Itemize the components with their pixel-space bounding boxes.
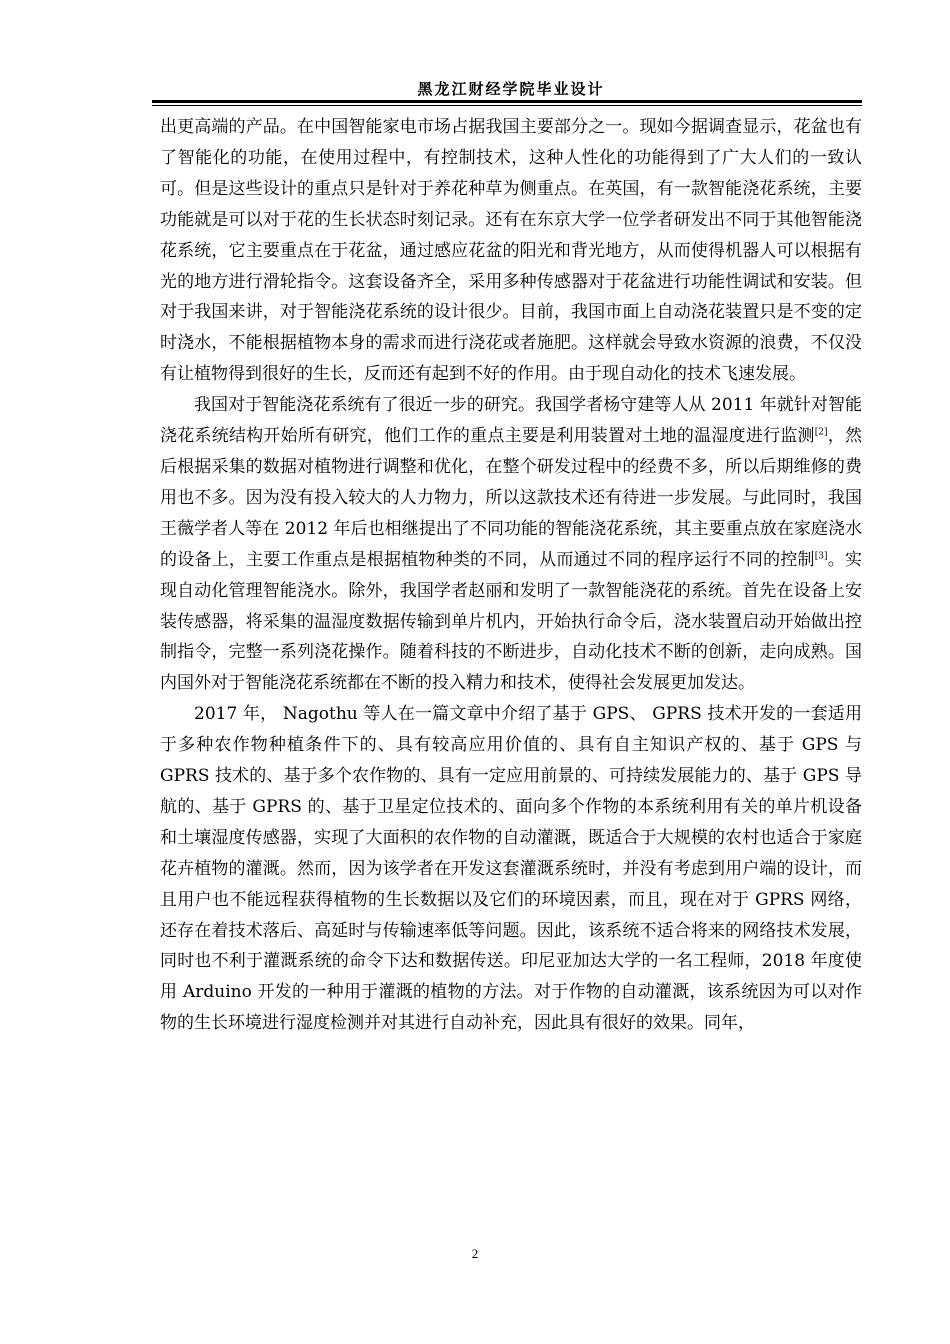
paragraph (160, 390, 862, 699)
header-rule-thin (152, 105, 862, 106)
page-number: 2 (471, 1246, 479, 1261)
paragraph-text: 。实现自动化管理智能浇水。除外，我国学者赵丽和发明了一款智能浇花的系统。首先在设备上安装传感器，将采集的温湿度数据传输到单片机内，开始执行命令后，浇水装置启动开始做出控制指令，完整一系列浇花操作。随着科技的不断进步，自动化技术不断的创新，走向成熟。国内国外对于智能浇花系统都在不断的投入精力和技术，使得社会发展更加发达。 (160, 549, 863, 694)
paragraph (160, 112, 862, 390)
paragraph-text: 2017 年， Nagothu 等人在一篇文章中介绍了基于 GPS、 GPRS 技术开发的一套适用于多种农作物种植条件下的、具有较高应用价值的、具有自主知识产权的、基于 GPS 与 GPRS 技术的、基于多个农作物的、具有一定应用前景的、可持续发展能力的、基于 GPS 导航的、基于 GPRS 的、基于卫星定位技术的、面向多个作物的本系统利用有关的单片机设备和土壤湿度传感器，实现了大面积的农作物的自动灌溉，既适合于大规模的农村也适合于家庭花卉植物的灌溉。然而，因为该学者在开发这套灌溉系统时，并没有考虑到用户端的设计，而且用户也不能远程获得植物的生长数据以及它们的环境因素，而且，现在对于 GPRS 网络，还存在着技术落后、高延时与传输速率低等问题。因此，该系统不适合将来的网络技术发展，同时也不利于灌溉系统的命令下达和数据传送。印尼亚加达大学的一名工程师，2018 年度使用 Arduino 开发的一种用于灌溉的植物的方法。对于作物的自动灌溉，该系统因为可以对作物的生长环境进行湿度检测并对其进行自动补充，因此具有很好的效果。同年， (160, 704, 862, 1034)
header-rule-thick (152, 100, 862, 103)
paragraph-text: ，然后根据采集的数据对植物进行调整和优化，在整个研发过程中的经费不多，所以后期维修的费用也不多。因为没有投入较大的人力物力，所以这款技术还有待进一步发展。与此同时，我国王薇学者人等在 2012 年后也相继提出了不同功能的智能浇花系统，其主要重点放在家庭浇水的设备上，主要工作重点是根据植物种类的不同，从而通过不同的程序运行不同的控制 (160, 426, 863, 570)
page-header: 黑龙江财经学院毕业设计 (417, 80, 605, 98)
body-text (160, 112, 862, 1039)
paragraph (160, 699, 862, 1039)
citation-ref: [3] (814, 551, 828, 562)
citation-ref: [2] (814, 427, 828, 438)
paragraph-text: 我国对于智能浇花系统有了很近一步的研究。我国学者杨守建等人从 2011 年就针对智能浇花系统结构开始所有研究，他们工作的重点主要是利用装置对土地的温湿度进行监测 (160, 395, 862, 447)
paragraph-text: 出更高端的产品。在中国智能家电市场占据我国主要部分之一。现如今据调查显示，花盆也有了智能化的功能，在使用过程中，有控制技术，这种人性化的功能得到了广大人们的一致认可。但是这些设计的重点只是针对于养花种草为侧重点。在英国，有一款智能浇花系统，主要功能就是可以对于花的生长状态时刻记录。还有在东京大学一位学者研发出不同于其他智能浇花系统，它主要重点在于花盆，通过感应花盆的阳光和背光地方，从而使得机器人可以根据有光的地方进行滑轮指令。这套设备齐全，采用多种传感器对于花盆进行功能性调试和安装。但对于我国来讲，对于智能浇花系统的设计很少。目前，我国市面上自动浇花装置只是不变的定时浇水，不能根据植物本身的需求而进行浇花或者施肥。这样就会导致水资源的浪费，不仅没有让植物得到很好的生长，反而还有起到不好的作用。由于现自动化的技术飞速发展。 (160, 117, 862, 385)
